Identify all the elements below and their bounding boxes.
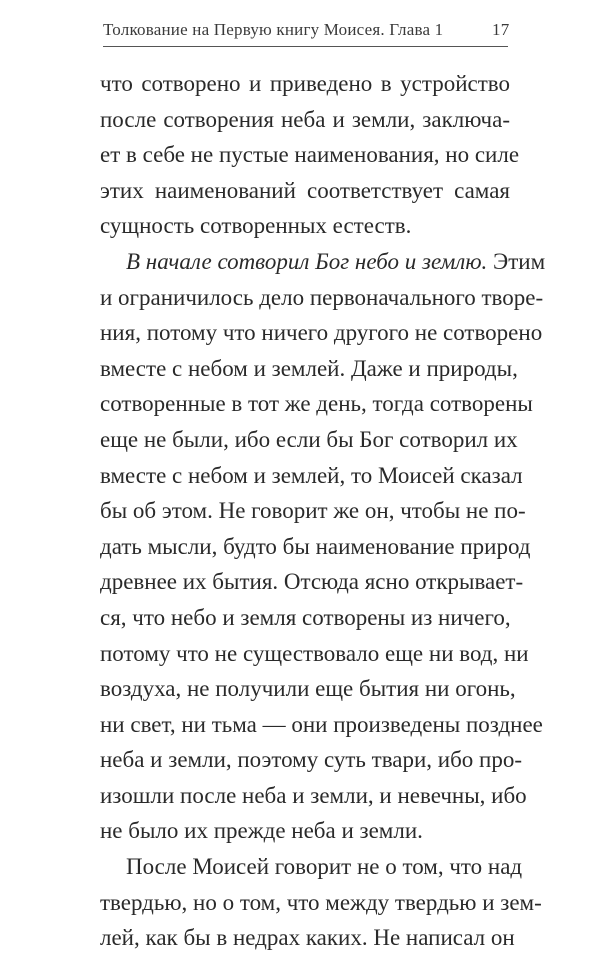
text-line: ет в себе не пустые наименования, но силе: [100, 142, 520, 168]
text-line: ния, потому что ничего другого не сотворено: [100, 320, 543, 346]
text-line: бы об этом. Не говорит же он, чтобы не по-: [100, 498, 526, 524]
text-line: ни свет, ни тьма — они произведены позднее: [100, 711, 543, 737]
page-number: 17: [492, 20, 510, 39]
running-title: Толкование на Первую книгу Моисея. Глава 1: [103, 20, 444, 39]
text-line: древнее их бытия. Отсюда ясно открывает-: [100, 569, 524, 595]
text-line: еще не были, ибо если бы Бог сотворил их: [100, 426, 518, 452]
text-line: потому что не существовало еще ни вод, ни: [100, 640, 529, 666]
scripture-quote: В начале сотворил Бог небо и землю.: [126, 248, 488, 274]
running-head: [103, 14, 533, 44]
text-line: неба и земли, поэтому суть твари, ибо про-: [100, 747, 522, 773]
body-text: [100, 66, 546, 956]
text-line: После Моисей говорит не о том, что над: [126, 854, 523, 880]
header-rule: [103, 46, 508, 47]
text-line: [100, 244, 546, 280]
text-line: сотворенные в тот же день, тогда сотворены: [100, 391, 533, 417]
text-line: лей, как бы в недрах каких. Не написал он: [100, 925, 515, 951]
text-line: воздуха, не получили еще бытия ни огонь,: [100, 676, 516, 702]
text-line: вместе с небом и землей. Даже и природы,: [100, 355, 518, 381]
text-line: ся, что небо и земля сотворены из ничего,: [100, 604, 511, 630]
text-line: этих наименований соответствует самая: [100, 177, 510, 203]
text-line: после сотворения неба и земли, заключа-: [100, 106, 510, 132]
text-line: сущность сотворенных естеств.: [100, 213, 412, 239]
text-line: вместе с небом и землей, то Моисей сказал: [100, 462, 523, 488]
text-line: изошли после неба и земли, и невечны, ибо: [100, 782, 527, 808]
text-line: и ограничилось дело первоначального творе-: [100, 284, 544, 310]
text-segment: Этим: [487, 248, 546, 274]
text-line: что сотворено и приведено в устройство: [100, 71, 510, 96]
text-line: твердью, но о том, что между твердью и зем-: [100, 889, 542, 915]
text-line: дать мысли, будто бы наименование природ: [100, 533, 531, 559]
text-line: не было их прежде неба и земли.: [100, 818, 423, 844]
